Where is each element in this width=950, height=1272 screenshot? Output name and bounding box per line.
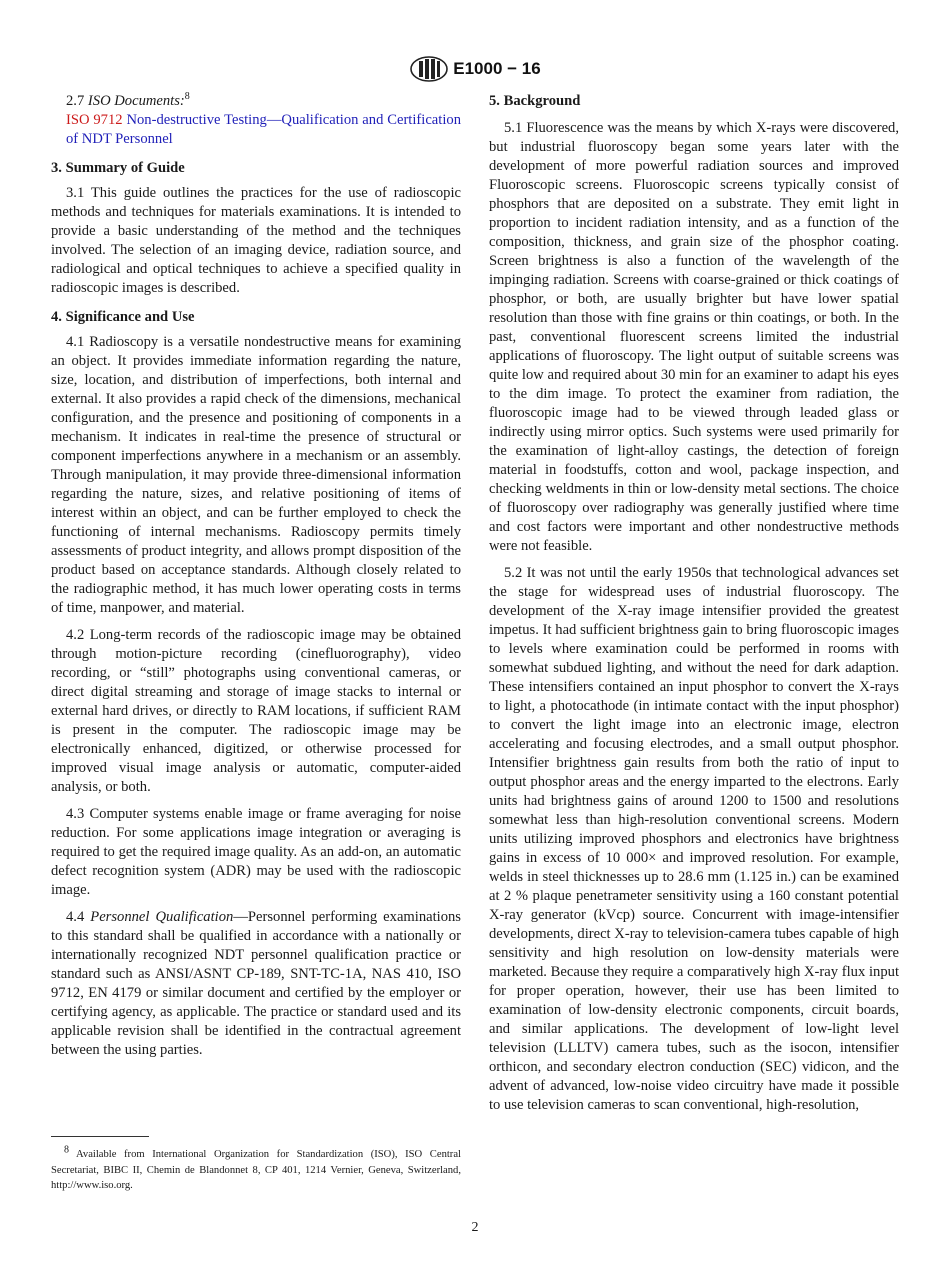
iso-documents-subsection [51, 92, 461, 111]
iso-9712-title-link[interactable]: Non-destructive Testing—Qualification and Certification of NDT Personnel [66, 112, 461, 147]
paragraph-4-3: 4.3 Computer systems enable image or frame averaging for noise reduction. For some applications image integration or averaging is required to get the required image quality. As an add-on, an automatic defect recognition system (ADR) may be used with the radioscopic image. [51, 806, 461, 898]
paragraph-5-1: 5.1 Fluorescence was the means by which X-rays were discovered, but industrial fluoroscopy began some years later with the development of more powerful radiation sources and improved Fluoroscopic screens. Fluoroscopic screens typically consist of phosphors that are deposited on a substrate. They emit light in proportion to incident radiation intensity, and as a function of the composition, thickness, and grain size of the phosphor coating. Screen brightness is also a function of the wavelength of the impinging radiation. Screens with coarse-grained or thick coatings of phosphor, or both, are usually brighter but have lower spatial resolution than those with fine grains or thin coatings, or both. In the past, conventional fluorescent screens limited the industrial applications of fluoroscopy. The light output of suitable screens was quite low and required about 30 min for an examiner to adapt his eyes to the dim image. To protect the examiner from radiation, the fluoroscopic image had to be viewed through leaded glass or indirectly using mirror optics. Such systems were used primarily for the examination of light-alloy castings, the detection of foreign material in foodstuffs, cotton and wool, package inspection, and checking weldments in thin or low-density metal sections. The choice of fluoroscopy over radiography was generally justified where time and cost factors were important and other nondestructive methods were not feasible. [489, 120, 899, 554]
page-header [0, 54, 950, 84]
iso-section-title: ISO Documents: [87, 93, 185, 109]
paragraph-3-1: 3.1 This guide outlines the practices for the use of radioscopic methods and techniques for materials examinations. It is intended to provide a basic understanding of the method and the techniques involved. The selection of an imaging device, radiation source, and radiological and optical techniques to achieve a specified quality in radioscopic images is described. [51, 185, 461, 296]
paragraph-4-1: 4.1 Radioscopy is a versatile nondestructive means for examining an object. It provides immediate information regarding the nature, size, location, and distribution of imperfections, both internal and external. It also provides a rapid check of the dimensions, mechanical configuration, and the presence and positioning of components in a mechanism. It indicates in real-time the presence of structural or component imperfections anywhere in a mechanism or an assembly. Through manipulation, it may provide three-dimensional information regarding the nature, sizes, and relative positioning of items of interest within an object, and can be further employed to check the functioning of internal mechanisms. Radioscopy permits timely assessments of product integrity, and allows prompt disposition of the product based on acceptance standards. Although closely related to the radiographic method, it has much lower operating costs in terms of time, manpower, and material. [51, 334, 461, 616]
section-5-heading: 5. Background [489, 93, 581, 109]
footnote-divider [51, 1136, 149, 1137]
footnote-ref-8[interactable]: 8 [184, 91, 190, 103]
astm-logo-icon [409, 55, 449, 83]
left-column [51, 92, 461, 1068]
right-column [489, 92, 899, 1123]
iso-9712-reference[interactable] [51, 111, 461, 149]
footnote-text: Available from International Organization for Standardization (ISO), ISO Central Secretariat, BIBC II, Chemin de Blandonnet 8, CP 401, 1214 Vernier, Geneva, Switzerland, http://www.iso.org. [51, 1149, 461, 1191]
paragraph-4-2: 4.2 Long-term records of the radioscopic image may be obtained through motion-picture recording (cinefluorography), video recording, or “still” photographs using conventional cameras, or direct digital streaming and storage of image stacks to internal or external hard drives, or directly to RAM locations, if sufficient RAM is present in the computer. The radioscopic image may be electronically enhanced, digitized, or otherwise processed for improved visual image analysis or automatic, computer-aided analysis, or both. [51, 627, 461, 795]
paragraph-5-2: 5.2 It was not until the early 1950s that technological advances set the stage for widespread uses of industrial fluoroscopy. The development of the X-ray image intensifier provided the greatest impetus. It had sufficient brightness gain to bring fluoroscopic images to levels where examination could be performed in rooms with somewhat subdued lighting, and without the need for dark adaption. These intensifiers contained an input phosphor to convert the X-rays to light, a photocathode (in intimate contact with the input phosphor) to convert the light image into an electronic image, electron accelerating and focusing electrodes, and a small output phosphor. Intensifier brightness gain results from both the ratio of input to output phosphor areas and the energy imparted to the electrons. Early units had brightness gains of around 1200 to 1500 and resolutions somewhat less than high-resolution conventional screens. Modern units utilizing improved phosphors and electronics have brightness gains in excess of 10 000× and improved resolution. For example, welds in steel thicknesses up to 28.6 mm (1.125 in.) can be examined at 2 % plaque penetrameter sensitivity using a 160 constant potential X-ray generator (kVcp) source. Concurrent with image-intensifier developments, direct X-ray to television-camera tubes capable of high sensitivity and high resolution on low-density materials were marketed. Because they require a comparatively high X-ray flux input for proper operation, however, their use has been limited to examination of low-density electronic components, circuit boards, and similar applications. The development of low-light level television (LLLTV) camera tubes, such as the isocon, intensifier orthicon, and secondary electron conduction (SEC) vidicon, and the advent of advanced, low-noise video circuitry have made it possible to use television cameras to scan conventional, high-resolution, [489, 565, 899, 1113]
section-3-heading: 3. Summary of Guide [51, 160, 185, 176]
section-4-heading: 4. Significance and Use [51, 309, 195, 325]
document-id: E1000 − 16 [453, 59, 541, 78]
paragraph-4-4-number: 4.4 [66, 909, 85, 925]
paragraph-4-4-title: Personnel Qualification [90, 909, 234, 925]
iso-9712-code[interactable]: ISO 9712 [66, 112, 123, 128]
footnote-marker: 8 [64, 1144, 69, 1156]
paragraph-4-4-body: —Personnel performing examinations to this standard shall be qualified in accordance with a nationally or internationally recognized NDT personnel qualification practice or standard such as ANSI/ASNT CP-189, SNT-TC-1A, NAS 410, ISO 9712, EN 4179 or similar document and certified by the employer or certifying agency, as applicable. The practice or standard used and its applicable revision shall be identified in the contractual agreement between the using parties. [51, 909, 461, 1058]
iso-section-number: 2.7 [66, 93, 85, 109]
page-number: 2 [471, 1220, 479, 1235]
paragraph-4-4 [51, 908, 461, 1060]
footnote-8 [51, 1144, 461, 1194]
